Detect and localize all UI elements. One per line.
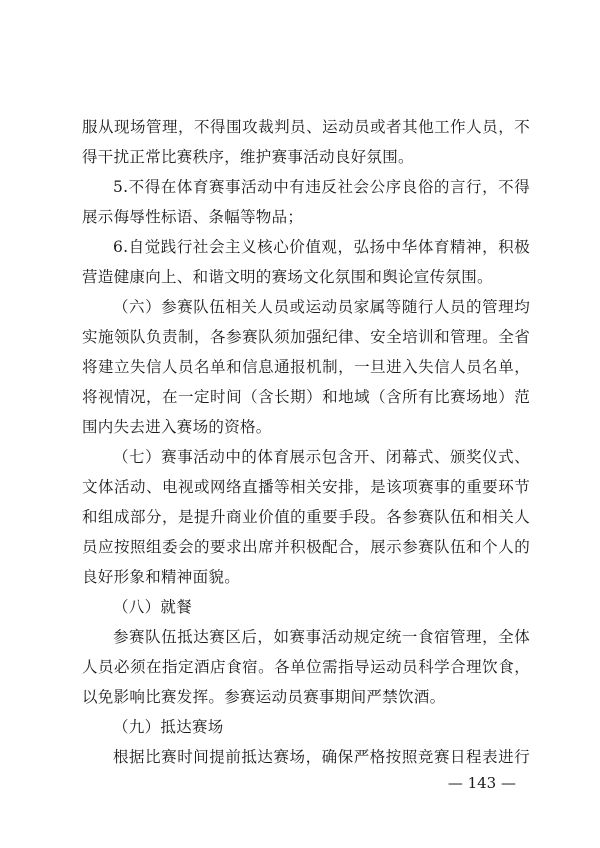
- text-line: 以免影响比赛发挥。参赛运动员赛事期间严禁饮酒。: [82, 688, 446, 706]
- text-line: 实施领队负责制，各参赛队须加强纪律、安全培训和管理。全省: [82, 328, 530, 346]
- text-line: 围内失去进入赛场的资格。: [82, 418, 272, 436]
- text-line: 将视情况，在一定时间（含长期）和地域（含所有比赛场地）范: [82, 388, 530, 406]
- text-line: 员应按照组委会的要求出席并积极配合，展示参赛队伍和个人的: [82, 538, 530, 556]
- text-line: 文体活动、电视或网络直播等相关安排，是该项赛事的重要环节: [82, 478, 530, 496]
- text-line: 参赛队伍抵达赛区后，如赛事活动规定统一食宿管理，全体: [113, 628, 530, 646]
- section-heading-8: （八）就餐: [113, 598, 193, 616]
- text-line: 和组成部分，是提升商业价值的重要手段。各参赛队伍和相关人: [82, 508, 530, 526]
- text-line: 展示侮辱性标语、条幅等物品；: [82, 208, 304, 226]
- text-line: 根据比赛时间提前抵达赛场，确保严格按照竞赛日程表进行: [113, 748, 530, 766]
- section-heading-9: （九）抵达赛场: [113, 718, 224, 736]
- text-line: 服从现场管理，不得围攻裁判员、运动员或者其他工作人员，不: [82, 118, 530, 136]
- text-line: 得干扰正常比赛秩序，维护赛事活动良好氛围。: [82, 148, 414, 166]
- text-line: 将建立失信人员名单和信息通报机制，一旦进入失信人员名单，: [82, 358, 530, 376]
- text-line: 5.不得在体育赛事活动中有违反社会公序良俗的言行，不得: [113, 178, 530, 196]
- text-line: 6.自觉践行社会主义核心价值观，弘扬中华体育精神，积极: [113, 238, 530, 256]
- text-line: 良好形象和精神面貌。: [82, 568, 241, 586]
- section-heading-7: （七）赛事活动中的体育展示包含开、闭幕式、颁奖仪式、: [113, 448, 530, 466]
- text-line: 人员必须在指定酒店食宿。各单位需指导运动员科学合理饮食，: [82, 658, 530, 676]
- body-text: [82, 112, 530, 772]
- section-heading-6: （六）参赛队伍相关人员或运动员家属等随行人员的管理均: [113, 298, 530, 316]
- text-line: 营造健康向上、和谐文明的赛场文化氛围和舆论宣传氛围。: [82, 268, 493, 286]
- page-number: — 143 —: [447, 774, 516, 792]
